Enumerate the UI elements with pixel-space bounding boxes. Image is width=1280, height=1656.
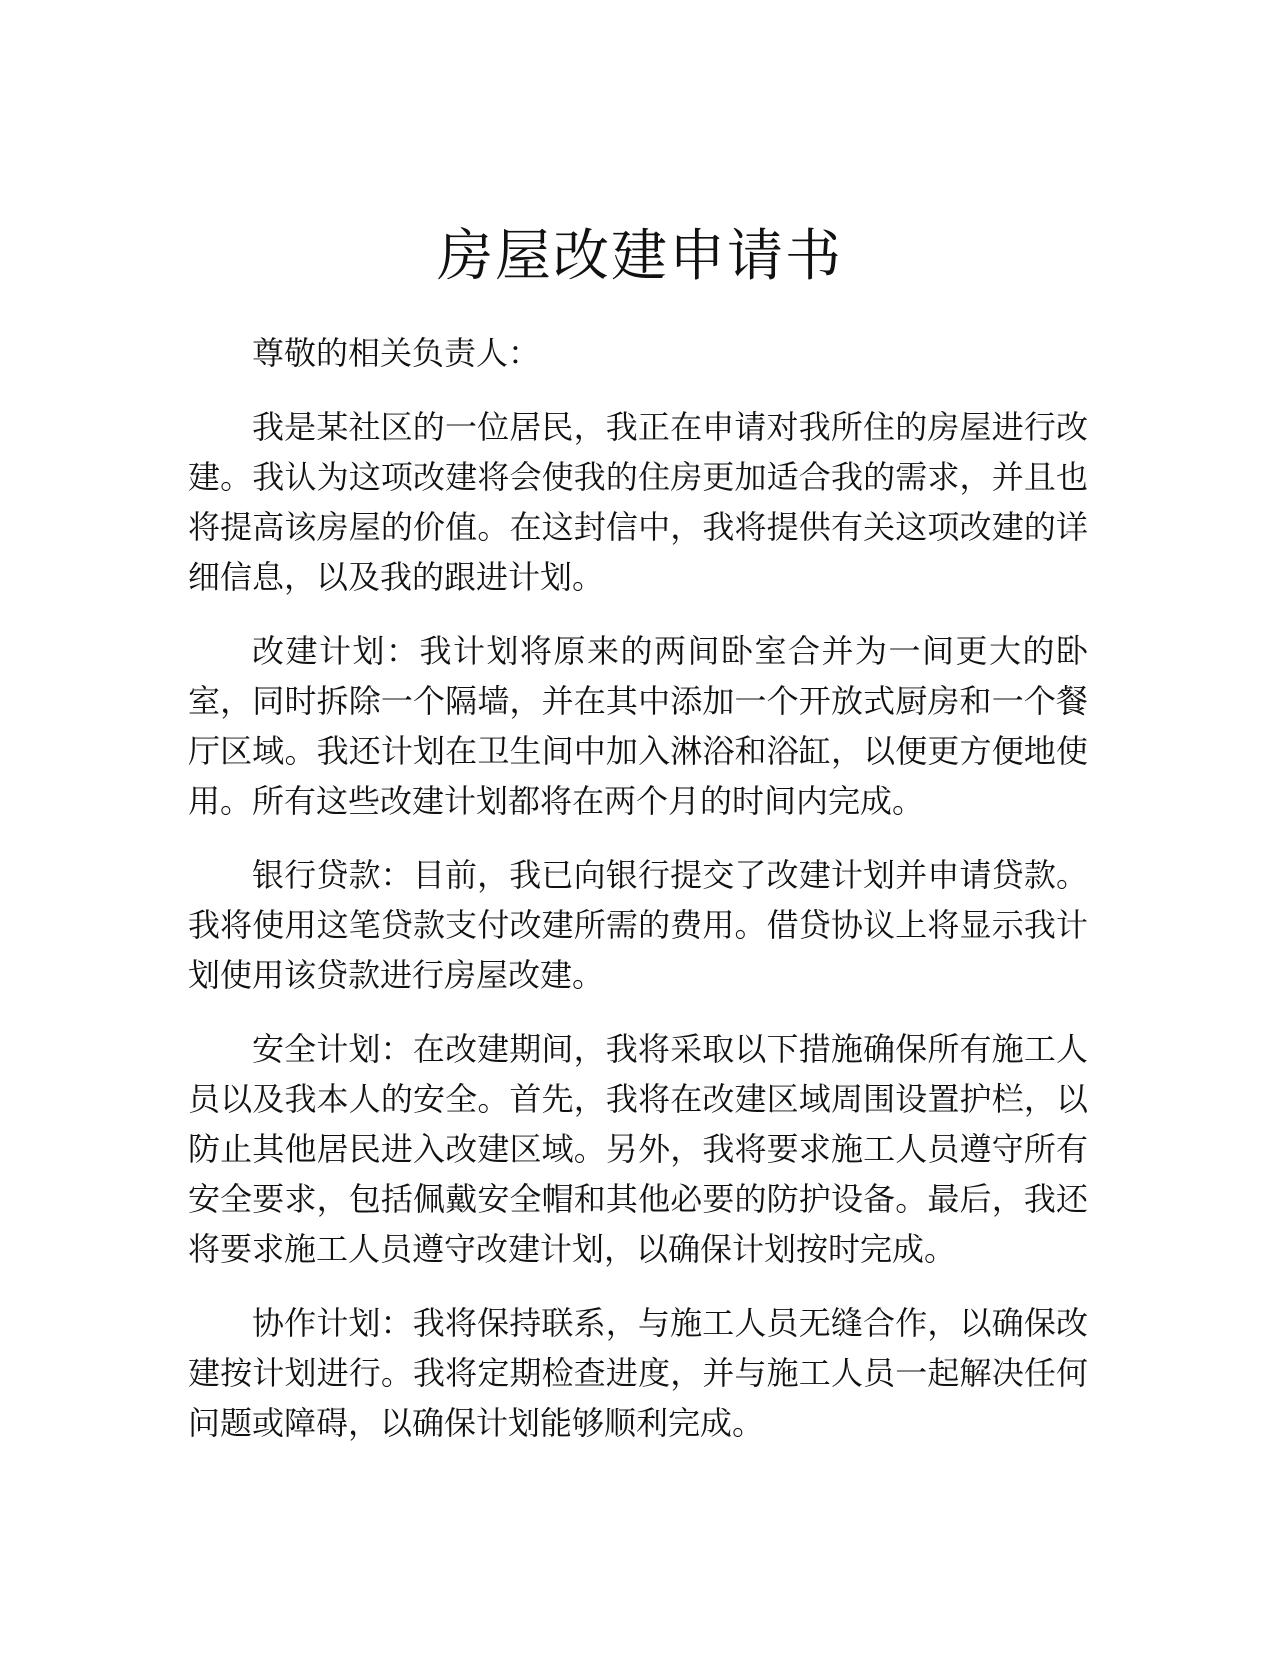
document-body bbox=[188, 328, 1088, 1472]
intro-paragraph: 我是某社区的一位居民，我正在申请对我所住的房屋进行改建。我认为这项改建将会使我的住房更加适合我的需求，并且也将提高该房屋的价值。在这封信中，我将提供有关这项改建的详细信息，以及我的跟进计划。 bbox=[188, 408, 1088, 596]
salutation: 尊敬的相关负责人： bbox=[252, 334, 541, 372]
safety-plan-paragraph: 安全计划：在改建期间，我将采取以下措施确保所有施工人员以及我本人的安全。首先，我将在改建区域周围设置护栏，以防止其他居民进入改建区域。另外，我将要求施工人员遵守所有安全要求，包括佩戴安全帽和其他必要的防护设备。最后，我还将要求施工人员遵守改建计划，以确保计划按时完成。 bbox=[188, 1030, 1088, 1268]
cooperation-plan-paragraph: 协作计划：我将保持联系，与施工人员无缝合作，以确保改建按计划进行。我将定期检查进度，并与施工人员一起解决任何问题或障碍，以确保计划能够顺利完成。 bbox=[188, 1304, 1088, 1442]
renovation-plan-paragraph: 改建计划：我计划将原来的两间卧室合并为一间更大的卧室，同时拆除一个隔墙，并在其中添加一个开放式厨房和一个餐厅区域。我还计划在卫生间中加入淋浴和浴缸，以便更方便地使用。所有这些改建计划都将在两个月的时间内完成。 bbox=[188, 632, 1088, 820]
document-title: 房屋改建申请书 bbox=[437, 224, 843, 289]
bank-loan-paragraph: 银行贷款：目前，我已向银行提交了改建计划并申请贷款。我将使用这笔贷款支付改建所需的费用。借贷协议上将显示我计划使用该贷款进行房屋改建。 bbox=[188, 856, 1088, 994]
